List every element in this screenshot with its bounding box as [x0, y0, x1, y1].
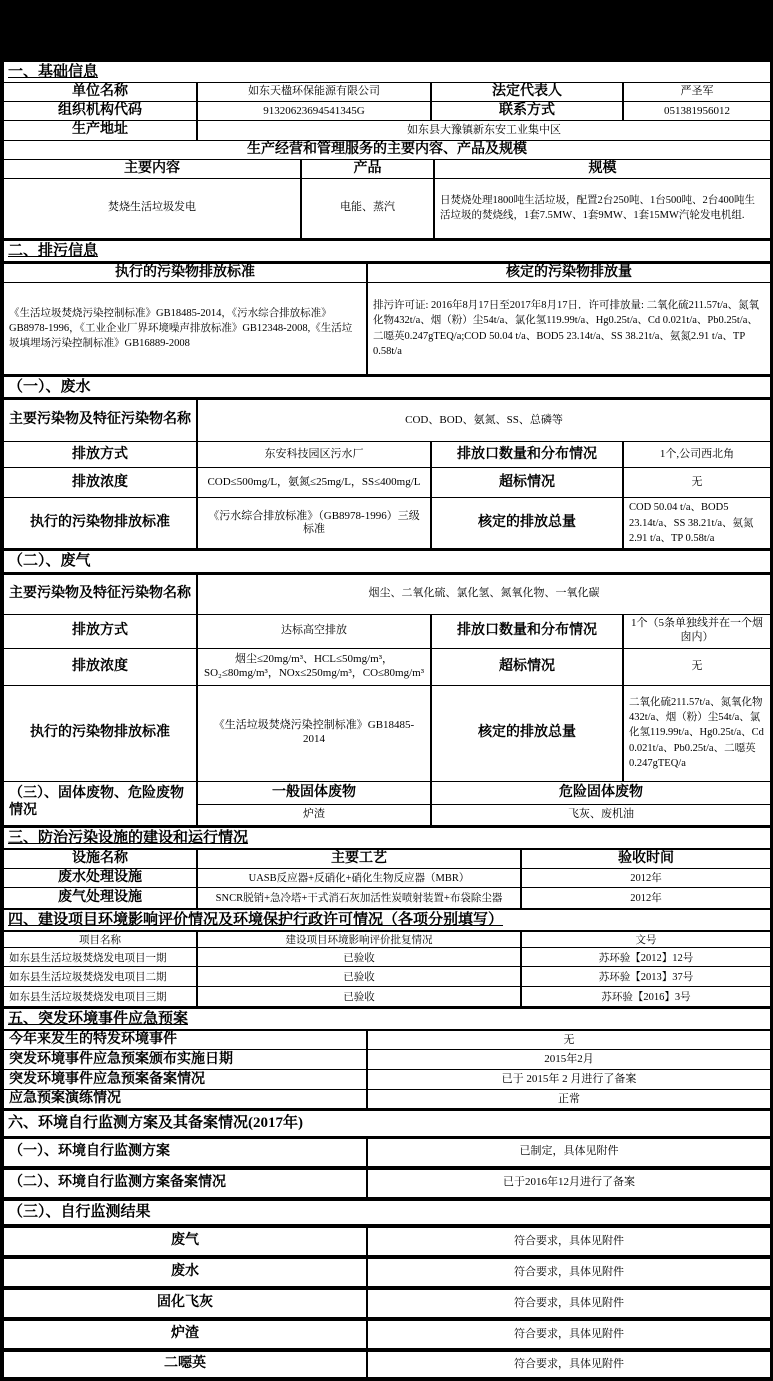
content-value: 焚烧生活垃圾发电 — [4, 179, 300, 238]
project-row-1 — [4, 948, 770, 966]
solid-waste-header-row — [198, 782, 770, 804]
org-code-value: 91320623694541345G — [198, 102, 430, 120]
result-value: 符合要求，具体见附件 — [368, 1290, 770, 1317]
ww-exceed-label: 超标情况 — [432, 468, 622, 497]
scale-col-label: 规模 — [435, 160, 770, 178]
emergency-row-2 — [4, 1050, 770, 1069]
section1-heading: 一、基础信息 — [8, 64, 99, 80]
project-name: 如东县生活垃圾焚烧发电项目一期 — [4, 948, 196, 966]
content-col-label: 主要内容 — [4, 160, 300, 178]
ww-method-row — [4, 442, 770, 467]
unit-name-value: 如东天楹环保能源有限公司 — [198, 83, 430, 101]
gas-pollutants-label: 主要污染物及特征污染物名称 — [4, 575, 196, 614]
org-code-row — [4, 102, 770, 120]
result-value: 符合要求，具体见附件 — [368, 1321, 770, 1348]
ww-std-value: 《污水综合排放标准》（GB8978-1996）三级标准 — [198, 498, 430, 548]
gas-method-value: 达标高空排放 — [198, 615, 430, 648]
business-content-row — [4, 179, 770, 238]
facility-process: UASB反应器+反硝化+硝化生物反应器（MBR） — [198, 869, 520, 887]
section5-heading-row — [4, 1009, 770, 1029]
emergency-value: 无 — [368, 1031, 770, 1049]
product-value: 电能、蒸汽 — [302, 179, 433, 238]
project-header-row — [4, 932, 770, 947]
solid-waste-block — [4, 782, 770, 825]
discharge-content-row — [4, 283, 770, 374]
wastewater-heading-row — [4, 377, 770, 397]
address-value: 如东县大豫镇新东安工业集中区 — [198, 121, 770, 139]
project-doc: 苏环验【2012】12号 — [522, 948, 770, 966]
facility-date: 2012年 — [522, 869, 770, 887]
business-columns-row — [4, 160, 770, 178]
facility-date-col: 验收时间 — [522, 850, 770, 868]
standards-label: 执行的污染物排放标准 — [4, 264, 366, 282]
facility-row-wastewater — [4, 869, 770, 887]
monitoring-row-1 — [4, 1139, 770, 1166]
gas-pollutants-row — [4, 575, 770, 614]
gas-heading-row — [4, 551, 770, 571]
gas-total-label: 核定的排放总量 — [432, 686, 622, 781]
gas-method-label: 排放方式 — [4, 615, 196, 648]
emergency-label: 应急预案演练情况 — [4, 1090, 366, 1108]
standards-value: 《生活垃圾焚烧污染控制标准》GB18485-2014，《污水综合排放标准》GB8978-1996，《工业企业厂界环境噪声排放标准》GB12348-2008,《生活垃圾填埋场污染控制标准》GB16889-2008 — [4, 283, 366, 374]
facility-name-col: 设施名称 — [4, 850, 196, 868]
gas-conc-label: 排放浓度 — [4, 649, 196, 685]
facility-row-gas — [4, 888, 770, 908]
section4-heading-row — [4, 910, 770, 930]
facility-name: 废水处理设施 — [4, 869, 196, 887]
org-code-label: 组织机构代码 — [4, 102, 196, 120]
unit-name-label: 单位名称 — [4, 83, 196, 101]
solid-waste-label: （三）、固体废物、危险废物情况 — [4, 782, 196, 825]
section5-heading: 五、突发环境事件应急预案 — [8, 1011, 189, 1028]
result-value: 符合要求，具体见附件 — [368, 1228, 770, 1255]
result-label: 废水 — [4, 1259, 366, 1286]
gas-heading: （二）、废气 — [8, 553, 91, 570]
section2-heading: 二、排污信息 — [8, 242, 99, 259]
monitoring-row-2 — [4, 1170, 770, 1197]
wastewater-heading: （一）、废水 — [8, 379, 91, 396]
emergency-label: 今年来发生的特发环境事件 — [4, 1031, 366, 1049]
gas-pollutants-value: 烟尘、二氧化硫、氯化氢、氮氧化物、一氧化碳 — [198, 575, 770, 614]
project-doc-col: 文号 — [522, 932, 770, 947]
ww-standard-row — [4, 498, 770, 548]
gas-outlets-label: 排放口数量和分布情况 — [432, 615, 622, 648]
result-label: 炉渣 — [4, 1321, 366, 1348]
business-header-row — [4, 141, 770, 159]
ww-outlets-value: 1个,公司西北角 — [624, 442, 770, 467]
result-row-gas — [4, 1228, 770, 1255]
section1-heading-row — [4, 62, 770, 82]
project-status: 已验收 — [198, 967, 520, 986]
hazardous-solid-value: 飞灰、废机油 — [432, 805, 770, 825]
facility-process-col: 主要工艺 — [198, 850, 520, 868]
contact-label: 联系方式 — [432, 102, 622, 120]
ww-pollutants-label: 主要污染物及特征污染物名称 — [4, 400, 196, 441]
gas-outlets-value: 1个（5条单独线并在一个烟囱内） — [624, 615, 770, 648]
gas-method-row — [4, 615, 770, 648]
emergency-row-3 — [4, 1070, 770, 1089]
result-label: 废气 — [4, 1228, 366, 1255]
gas-std-label: 执行的污染物排放标准 — [4, 686, 196, 781]
facility-header-row — [4, 850, 770, 868]
results-heading: （三）、自行监测结果 — [8, 1203, 151, 1220]
general-solid-value: 炉渣 — [198, 805, 430, 825]
ww-method-label: 排放方式 — [4, 442, 196, 467]
monitoring-value: 已于2016年12月进行了备案 — [368, 1170, 770, 1197]
emergency-row-4 — [4, 1090, 770, 1108]
legal-rep-label: 法定代表人 — [432, 83, 622, 101]
ww-pollutants-row — [4, 400, 770, 441]
result-label: 二噁英 — [4, 1352, 366, 1377]
project-doc: 苏环验【2016】3号 — [522, 987, 770, 1006]
top-black-band — [0, 0, 773, 62]
discharge-header-row — [4, 264, 770, 282]
solid-waste-value-row — [198, 805, 770, 825]
results-heading-row — [4, 1201, 770, 1224]
contact-value: 051381956012 — [624, 102, 770, 120]
monitoring-label: （一）、环境自行监测方案 — [4, 1139, 366, 1166]
hazardous-solid-label: 危险固体废物 — [432, 782, 770, 804]
solid-waste-grid — [198, 782, 770, 825]
gas-standard-row — [4, 686, 770, 781]
unit-name-row — [4, 83, 770, 101]
general-solid-label: 一般固体废物 — [198, 782, 430, 804]
ww-method-value: 东安科技园区污水厂 — [198, 442, 430, 467]
monitoring-label: （二）、环境自行监测方案备案情况 — [4, 1170, 366, 1197]
project-eia-col: 建设项目环境影响评价批复情况 — [198, 932, 520, 947]
emergency-label: 突发环境事件应急预案备案情况 — [4, 1070, 366, 1089]
emergency-label: 突发环境事件应急预案颁布实施日期 — [4, 1050, 366, 1069]
project-row-2 — [4, 967, 770, 986]
monitoring-value: 已制定，具体见附件 — [368, 1139, 770, 1166]
section4-heading: 四、建设项目环境影响评价情况及环境保护行政许可情况（各项分别填写） — [8, 911, 504, 928]
result-label: 固化飞灰 — [4, 1290, 366, 1317]
gas-total-value: 二氧化硫211.57t/a、氮氧化物432t/a、烟（粉）尘54t/a、氯化氢119.99t/a、Hg0.25t/a、Cd 0.021t/a、Pb0.25t/a、二噁英0.247gTEQ/a — [624, 686, 770, 781]
project-name-col: 项目名称 — [4, 932, 196, 947]
facility-process: SNCR脱销+急冷塔+干式消石灰加活性炭喷射装置+布袋除尘器 — [198, 888, 520, 908]
approved-amount-label: 核定的污染物排放量 — [368, 264, 770, 282]
emergency-row-1 — [4, 1031, 770, 1049]
ww-outlets-label: 排放口数量和分布情况 — [432, 442, 622, 467]
result-row-flyash — [4, 1290, 770, 1317]
gas-conc-value: 烟尘≤20mg/m³、HCL≤50mg/m³，SO₂≤80mg/m³，NOx≤250mg/m³，CO≤80mg/m³ — [198, 649, 430, 685]
ww-total-label: 核定的排放总量 — [432, 498, 622, 548]
product-col-label: 产品 — [302, 160, 433, 178]
facility-name: 废气处理设施 — [4, 888, 196, 908]
result-row-slag — [4, 1321, 770, 1348]
ww-conc-value: COD≤500mg/L，氨氮≤25mg/L，SS≤400mg/L — [198, 468, 430, 497]
emergency-value: 正常 — [368, 1090, 770, 1108]
result-value: 符合要求，具体见附件 — [368, 1352, 770, 1377]
section6-heading: 六、环境自行监测方案及其备案情况(2017年) — [8, 1115, 303, 1132]
emergency-value: 2015年2月 — [368, 1050, 770, 1069]
section3-heading-row — [4, 828, 770, 848]
section6-heading-row — [4, 1111, 770, 1135]
facility-date: 2012年 — [522, 888, 770, 908]
approved-amount-value: 排污许可证: 2016年8月17日至2017年8月17日．许可排放量: 二氧化硫211.57t/a、氮氧化物432t/a、烟（粉）尘54t/a、氯化氢119.99t/a、Hg0.25t/a、Cd 0.021t/a、Pb0.25t/a、二噁英0.247gTEQ/a;COD 50.04 t/a、BOD5 23.14t/a、SS 38.21t/a、氨氮2.91 t/a、TP 0.58t/a — [368, 283, 770, 374]
ww-pollutants-value: COD、BOD、氨氮、SS、总磷等 — [198, 400, 770, 441]
ww-exceed-value: 无 — [624, 468, 770, 497]
ww-concentration-row — [4, 468, 770, 497]
project-status: 已验收 — [198, 948, 520, 966]
form-table — [0, 62, 773, 1381]
business-header: 生产经营和管理服务的主要内容、产品及规模 — [4, 141, 770, 159]
legal-rep-value: 严圣军 — [624, 83, 770, 101]
address-row — [4, 121, 770, 139]
project-doc: 苏环验【2013】37号 — [522, 967, 770, 986]
section2-heading-row — [4, 241, 770, 261]
gas-exceed-label: 超标情况 — [432, 649, 622, 685]
scale-value: 日焚烧处理1800吨生活垃圾，配置2台250吨、1台500吨、2台400吨生活垃圾的焚烧线，1套7.5MW、1套9MW、1套15MW汽轮发电机组. — [435, 179, 770, 238]
ww-std-label: 执行的污染物排放标准 — [4, 498, 196, 548]
gas-std-value: 《生活垃圾焚烧污染控制标准》GB18485-2014 — [198, 686, 430, 781]
result-row-wastewater — [4, 1259, 770, 1286]
gas-concentration-row — [4, 649, 770, 685]
section3-heading: 三、防治污染设施的建设和运行情况 — [8, 829, 249, 846]
address-label: 生产地址 — [4, 121, 196, 139]
ww-total-value: COD 50.04 t/a、BOD5 23.14t/a、SS 38.21t/a、氨氮2.91 t/a、TP 0.58t/a — [624, 498, 770, 548]
ww-conc-label: 排放浓度 — [4, 468, 196, 497]
project-name: 如东县生活垃圾焚烧发电项目三期 — [4, 987, 196, 1006]
project-status: 已验收 — [198, 987, 520, 1006]
project-name: 如东县生活垃圾焚烧发电项目二期 — [4, 967, 196, 986]
result-row-dioxin — [4, 1352, 770, 1377]
project-row-3 — [4, 987, 770, 1006]
gas-exceed-value: 无 — [624, 649, 770, 685]
result-value: 符合要求，具体见附件 — [368, 1259, 770, 1286]
emergency-value: 已于 2015年 2 月进行了备案 — [368, 1070, 770, 1089]
